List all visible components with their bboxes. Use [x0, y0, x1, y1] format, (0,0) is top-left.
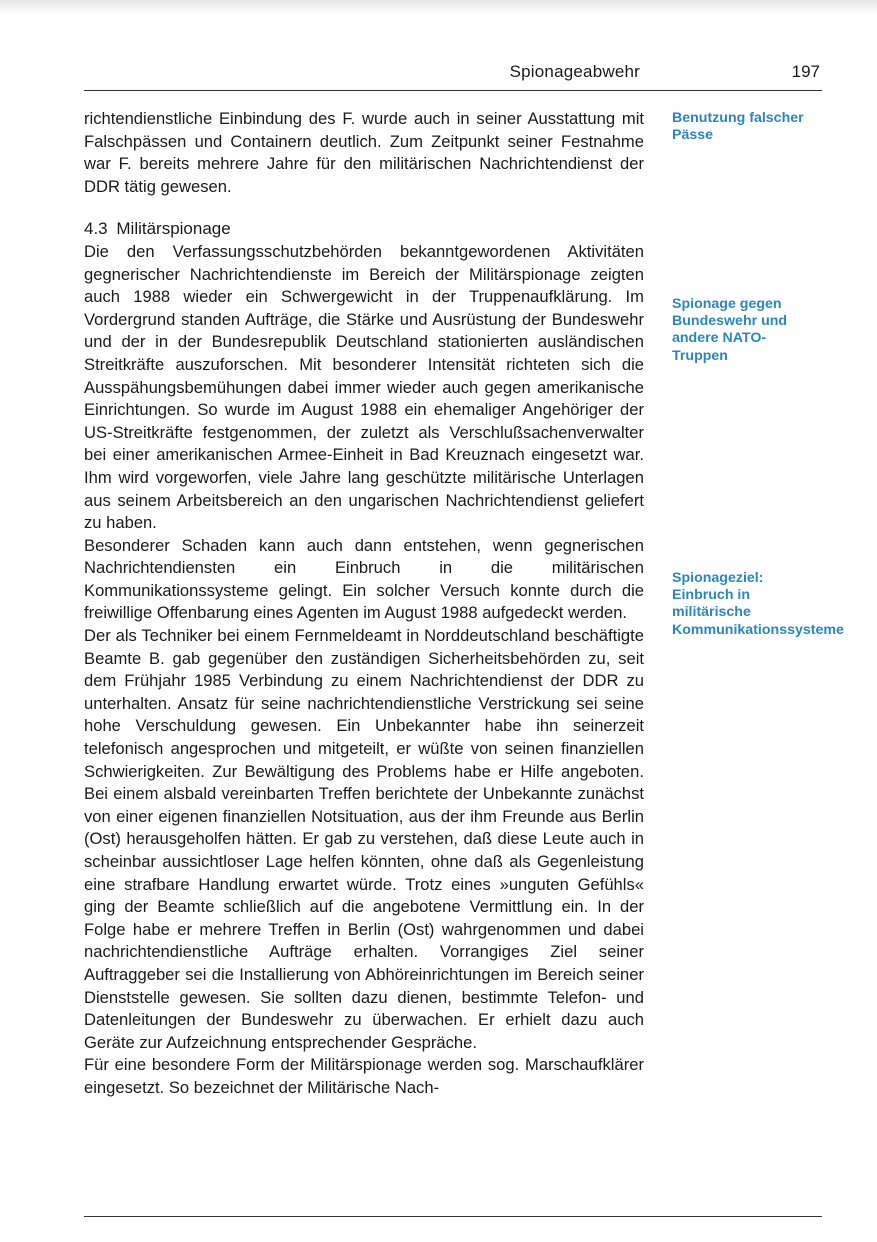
- margin-note-communication-systems: Spionageziel: Einbruch in militärische Kommunikationssysteme: [672, 570, 844, 638]
- margin-note-false-passports: Benutzung falscher Pässe: [672, 110, 804, 144]
- paragraph-military-espionage: Die den Verfassungsschutzbehörden bekanntgewordenen Aktivitäten gegnerischer Nachrichtendienste im Bereich der Militärspionage zeigten auch 1988 wieder ein Schwergewicht in der Truppenaufklärung. Im Vordergrund standen Aufträge, die Stärke und Ausrüstung der Bundeswehr und der in der Bundesrepublik Deutschland stationierten ausländischen Streitkräfte auszuforschen. Mit besonderer Intensität richteten sich die Ausspähungsbemühungen dabei immer wieder auch gegen amerikanische Einrichtungen. So wurde im August 1988 ein ehemaliger Angehöriger der US-Streitkräfte festgenommen, der zuletzt als Verschlußsachenverwalter bei einer amerikanischen Armee-Einheit in Bad Kreuznach eingesetzt war. Ihm wird vorgeworfen, viele Jahre lang geschützte militärische Unterlagen aus seinem Arbeitsbereich an den ungarischen Nachrichtendienst geliefert zu haben.: [84, 241, 644, 533]
- section-heading: [84, 218, 644, 241]
- paragraph-communication-systems: Besonderer Schaden kann auch dann entstehen, wenn gegnerischen Nachrichtendiensten ein Einbruch in die militärischen Kommunikationssysteme gelingt. Ein solcher Versuch konnte durch die freiwillige Offenbarung eines Agenten im August 1988 aufgedeckt werden.: [84, 535, 644, 623]
- paragraph-march-scouts: Für eine besondere Form der Militärspionage werden sog. Marschaufklärer eingesetzt. So bezeichnet der Militärische Nach-: [84, 1055, 644, 1097]
- footer-rule: [84, 1216, 822, 1217]
- margin-note-nato-troops: Spionage gegen Bundeswehr und andere NATO-Truppen: [672, 296, 788, 364]
- intro-paragraph: richtendienstliche Einbindung des F. wurde auch in seiner Ausstattung mit Falschpässen und Containern deutlich. Zum Zeitpunkt seiner Festnahme war F. bereits mehrere Jahre für den militärischen Nachrichtendienst der DDR tätig gewesen.: [84, 109, 644, 196]
- main-text-column: [84, 108, 644, 1100]
- header-rule: [84, 90, 822, 91]
- section-title: Militärspionage: [116, 219, 231, 239]
- header-section-title: Spionageabwehr: [509, 62, 640, 81]
- paragraph-technician-case: Der als Techniker bei einem Fernmeldeamt in Norddeutschland beschäftigte Beamte B. gab gegenüber den zuständigen Sicherheitsbehörden zu, seit dem Frühjahr 1985 Verbindung zu einem Nachrichtendienst der DDR zu unterhalten. Ansatz für seine nachrichtendienstliche Verstrickung sei seine hohe Verschuldung gewesen. Ein Unbekannter habe ihn seinerzeit telefonisch angesprochen und mitgeteilt, er wüßte von seinen finanziellen Schwierigkeiten. Zur Bewältigung des Problems habe er Hilfe angeboten. Bei einem alsbald vereinbarten Treffen berichtete der Unbekannte zunächst von einer eigenen finanziellen Notsituation, aus der ihm Freunde aus Berlin (Ost) herausgeholfen hätten. Er gab zu verstehen, daß diese Leute auch in scheinbar aussichtloser Lage helfen könnten, ohne daß als Gegenleistung eine strafbare Handlung erwartet würde. Trotz eines »unguten Gefühls« ging der Beamte schließlich auf die angebotene Vermittlung ein. In der Folge habe er mehrere Treffen in Berlin (Ost) wahrgenommen und dabei nachrichtendienstliche Aufträge erhalten. Vorrangiges Ziel seiner Auftraggeber sei die Installierung von Abhöreinrichtungen im Bereich seiner Dienststelle gewesen. Sie sollten dazu dienen, bestimmte Telefon- und Datenleitungen der Bundeswehr zu überwachen. Er erhielt dazu auch Geräte zur Aufzeichnung entsprechender Gespräche.: [84, 626, 644, 1052]
- section-number: 4.3: [84, 219, 108, 239]
- scan-edge-shadow: [0, 0, 877, 14]
- page-number: 197: [791, 62, 820, 81]
- running-header: [84, 60, 822, 90]
